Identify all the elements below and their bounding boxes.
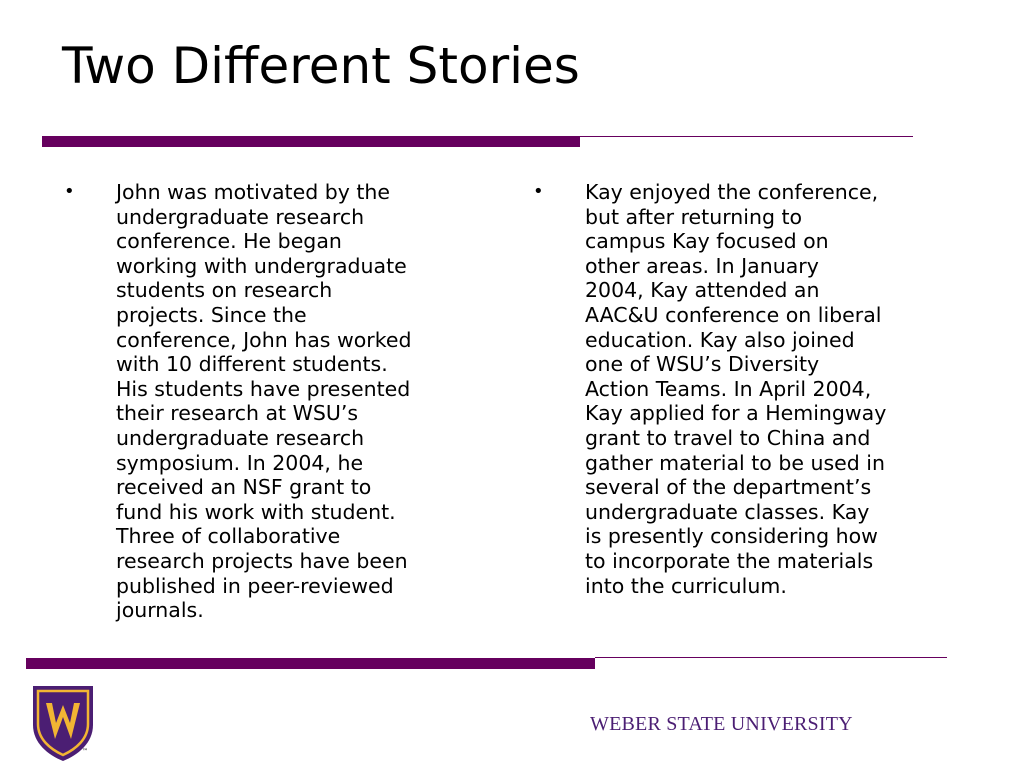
- text-line: AAC&U conference on liberal: [585, 302, 882, 327]
- text-line: published in peer-reviewed: [116, 573, 394, 598]
- text-line: symposium. In 2004, he: [116, 450, 364, 475]
- text-line: Action Teams. In April 2004,: [585, 376, 872, 401]
- text-line: to incorporate the materials: [585, 548, 874, 573]
- trademark-symbol: ™: [82, 748, 88, 755]
- text-line: several of the department’s: [585, 475, 872, 500]
- text-line: other areas. In January: [585, 253, 819, 278]
- text-line: conference. He began: [116, 229, 342, 254]
- text-line: Kay enjoyed the conference,: [585, 180, 879, 204]
- text-line: their research at WSU’s: [116, 401, 359, 426]
- text-line: one of WSU’s Diversity: [585, 352, 820, 377]
- kay-story-text: [585, 180, 886, 598]
- text-line: John was motivated by the: [116, 180, 391, 204]
- footer-divider-thin: [595, 657, 947, 658]
- text-line: grant to travel to China and: [585, 425, 871, 450]
- footer-divider-thick: [26, 658, 595, 669]
- text-line: conference, John has worked: [116, 327, 412, 352]
- text-line: is presently considering how: [585, 524, 878, 549]
- text-line: gather material to be used in: [585, 450, 885, 475]
- text-line: undergraduate research: [116, 425, 365, 450]
- header-divider-thin: [580, 136, 913, 137]
- text-line: fund his work with student.: [116, 499, 396, 524]
- text-line: working with undergraduate: [116, 253, 407, 278]
- text-line: but after returning to: [585, 204, 803, 229]
- text-line: undergraduate research: [116, 204, 365, 229]
- bullet-marker: •: [64, 181, 75, 202]
- text-line: students on research: [116, 278, 333, 303]
- text-line: received an NSF grant to: [116, 475, 372, 500]
- text-line: His students have presented: [116, 376, 411, 401]
- text-line: undergraduate classes. Kay: [585, 499, 870, 524]
- text-line: with 10 different students.: [116, 352, 388, 377]
- john-story-text: [116, 180, 411, 623]
- text-line: projects. Since the: [116, 302, 307, 327]
- text-line: research projects have been: [116, 548, 408, 573]
- text-line: education. Kay also joined: [585, 327, 855, 352]
- bullet-marker: •: [533, 181, 544, 202]
- text-line: campus Kay focused on: [585, 229, 829, 254]
- text-line: Three of collaborative: [116, 524, 341, 549]
- text-line: into the curriculum.: [585, 573, 787, 598]
- slide-title: Two Different Stories: [62, 37, 580, 95]
- text-line: Kay applied for a Hemingway: [585, 401, 887, 426]
- text-line: journals.: [116, 598, 204, 623]
- text-line: 2004, Kay attended an: [585, 278, 820, 303]
- header-divider-thick: [42, 136, 580, 147]
- university-wordmark: WEBER STATE UNIVERSITY: [590, 713, 853, 735]
